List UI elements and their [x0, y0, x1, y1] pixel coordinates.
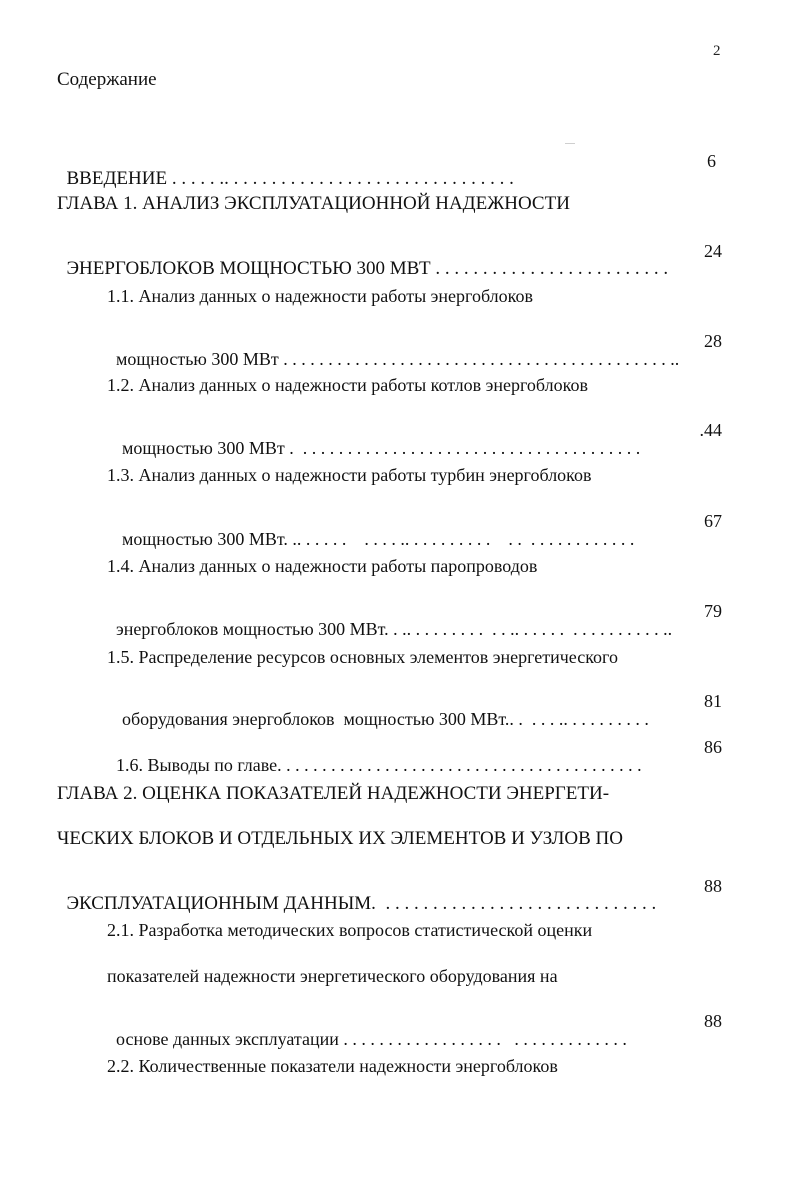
- toc-page-1-6: 86: [704, 737, 722, 757]
- toc-section-1-2-line1: 1.2. Анализ данных о надежности работы котлов энергоблоков: [107, 375, 588, 395]
- toc-leader: . . . . .. . . . . . . . . .: [513, 709, 649, 729]
- toc-section-2-1-line2: показателей надежности энергетического оборудования на: [107, 966, 558, 986]
- toc-page-intro: 6: [707, 151, 716, 171]
- toc-section-1-2-line2-text: мощностью 300 МВт: [122, 438, 285, 458]
- toc-page-chapter-2: 88: [704, 876, 722, 896]
- toc-entry-intro: [57, 150, 514, 188]
- toc-section-1-4-line2-text: энергоблоков мощностью 300 МВт.: [116, 619, 389, 639]
- toc-section-1-2-line2: [113, 421, 640, 457]
- toc-chapter-1-line2: [57, 240, 668, 278]
- toc-section-1-1-line1: 1.1. Анализ данных о надежности работы энергоблоков: [107, 286, 533, 306]
- toc-section-1-6-text: 1.6. Выводы по главе: [116, 755, 278, 775]
- toc-page-1-1: 28: [704, 331, 722, 351]
- toc-leader: . . . . . . . . . . . . . . . . . . . . . . . . . . . . . . . . . . . . . . . . . . . ..: [278, 349, 680, 369]
- toc-section-2-2-line1: 2.2. Количественные показатели надежности энергоблоков: [107, 1056, 558, 1076]
- toc-leader: . . . . . . . . . . . . . . . . . . . . . . . . . . . . . . . . . . . . . . .: [284, 438, 641, 458]
- toc-section-1-4-line2: [107, 602, 672, 638]
- toc-chapter-1-line2-text: ЭНЕРГОБЛОКОВ МОЩНОСТЬЮ 300 МВТ: [66, 258, 431, 279]
- toc-section-1-1-line2-text: мощностью 300 МВт: [116, 349, 279, 369]
- page-title: Содержание: [57, 69, 157, 90]
- toc-page-2-1: 88: [704, 1011, 722, 1031]
- toc-page-1-5: 81: [704, 691, 722, 711]
- toc-chapter-1-line1: ГЛАВА 1. АНАЛИЗ ЭКСПЛУАТАЦИОННОЙ НАДЕЖНОСТИ: [57, 193, 570, 214]
- toc-leader: . . . . . .. . . . . . . . . . . . . . . . . . . . . . . . . . . . . . .: [167, 168, 514, 189]
- toc-chapter-2-line1: ГЛАВА 2. ОЦЕНКА ПОКАЗАТЕЛЕЙ НАДЕЖНОСТИ ЭНЕРГЕТИ-: [57, 783, 610, 804]
- toc-page-1-4: 79: [704, 601, 722, 621]
- toc-chapter-2-line3-text: ЭКСПЛУАТАЦИОННЫМ ДАННЫМ.: [66, 893, 376, 914]
- toc-section-1-3-line1: 1.3. Анализ данных о надежности работы турбин энергоблоков: [107, 465, 592, 485]
- toc-page-1-2: .44: [699, 420, 722, 440]
- page-number: 2: [713, 43, 721, 59]
- toc-section-1-4-line1: 1.4. Анализ данных о надежности работы паропроводов: [107, 556, 538, 576]
- toc-section-1-3-line2: [113, 512, 634, 548]
- toc-section-2-1-line3-text: основе данных эксплуатации: [116, 1029, 339, 1049]
- toc-leader: . . . . . . . . . . . . . . . . . . . . . . . . . . . . . . .: [338, 1029, 627, 1049]
- toc-page-chapter-1: 24: [704, 241, 722, 261]
- toc-chapter-2-line2: ЧЕСКИХ БЛОКОВ И ОТДЕЛЬНЫХ ИХ ЭЛЕМЕНТОВ И УЗЛОВ ПО: [57, 828, 623, 849]
- toc-leader: . . . . . . . . . . . . . . . . . . . . . . . . .: [430, 258, 669, 279]
- toc-leader: .. . . . . . . . . . .. . . . . . . . . . . . . . . . . . . . . . . .: [287, 529, 635, 549]
- toc-page-1-3: 67: [704, 511, 722, 531]
- toc-leader: . . . . . . . . . . . . . . . . . . . . . . . . . . . . . . . . . . . . . . . . .: [277, 755, 642, 775]
- toc-section-1-6: [107, 738, 642, 774]
- toc-section-1-5-line2: [113, 692, 649, 728]
- toc-section-2-1-line3: [107, 1012, 627, 1048]
- toc-section-2-1-line1: 2.1. Разработка методических вопросов статистической оценки: [107, 920, 593, 940]
- toc-leader: . . . . . . . . . . . . . . . . . . . . . . . . . . . . .: [375, 893, 657, 914]
- toc-chapter-2-line3: [57, 875, 656, 913]
- toc-entry-intro-text: ВВЕДЕНИЕ: [66, 168, 168, 189]
- toc-section-1-3-line2-text: мощностью 300 МВт.: [122, 529, 288, 549]
- toc-leader: . .. . . . . . . . . . . .. . . . . . . . . . . . . . . . ..: [388, 619, 673, 639]
- toc-section-1-1-line2: [107, 332, 679, 368]
- toc-section-1-5-line2-text: оборудования энергоблоков мощностью 300 МВт..: [122, 709, 514, 729]
- toc-section-1-5-line1: 1.5. Распределение ресурсов основных элементов энергетического: [107, 647, 618, 667]
